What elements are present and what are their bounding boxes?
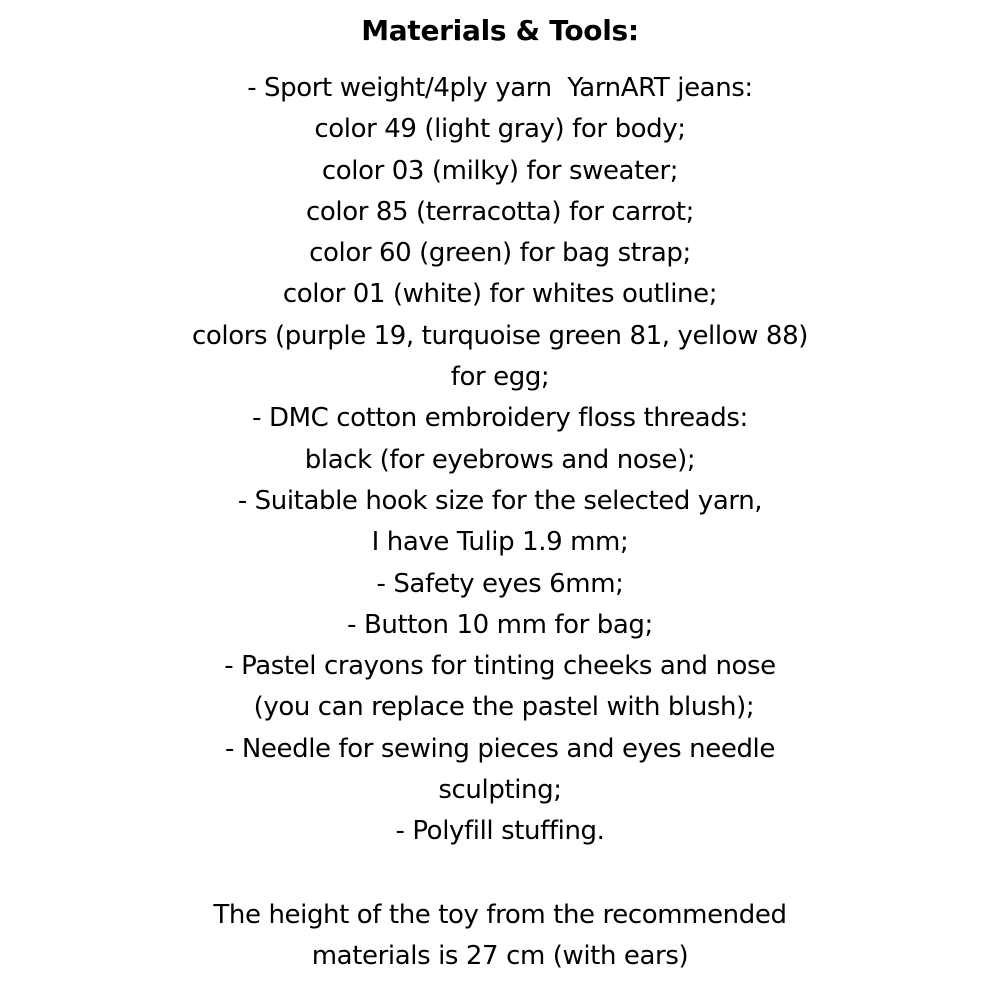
materials-line: - Pastel crayons for tinting cheeks and nose [224,651,776,682]
materials-line: color 49 (light gray) for body; [314,114,686,145]
materials-line: sculpting; [438,775,562,806]
materials-line: color 01 (white) for whites outline; [282,279,718,310]
materials-line: - Safety eyes 6mm; [376,568,624,599]
materials-line: - Polyfill stuffing. [395,816,605,847]
materials-line: - DMC cotton embroidery floss threads: [252,403,748,434]
materials-line: (you can replace the pastel with blush); [245,692,755,723]
materials-line: - Needle for sewing pieces and eyes needle [225,733,775,764]
materials-line: - Sport weight/4ply yarn YarnART jeans: [247,73,753,103]
materials-line: color 60 (green) for bag strap; [309,238,691,269]
footer-line: materials is 27 cm (with ears) [311,941,689,972]
materials-line: colors (purple 19, turquoise green 81, yellow 88) [192,320,808,351]
page-title: Materials & Tools: [361,14,639,47]
materials-line: black (for eyebrows and nose); [304,444,696,475]
materials-list [0,68,1000,853]
materials-line: color 85 (terracotta) for carrot; [305,196,694,227]
materials-line: - Button 10 mm for bag; [347,609,653,640]
materials-line: for egg; [450,362,550,393]
materials-line: color 03 (milky) for sweater; [321,155,679,186]
toy-height-note [0,895,1000,978]
footer-line: The height of the toy from the recommended [213,900,787,930]
materials-line: I have Tulip 1.9 mm; [371,527,629,558]
materials-line: - Suitable hook size for the selected yarn, [237,485,763,516]
